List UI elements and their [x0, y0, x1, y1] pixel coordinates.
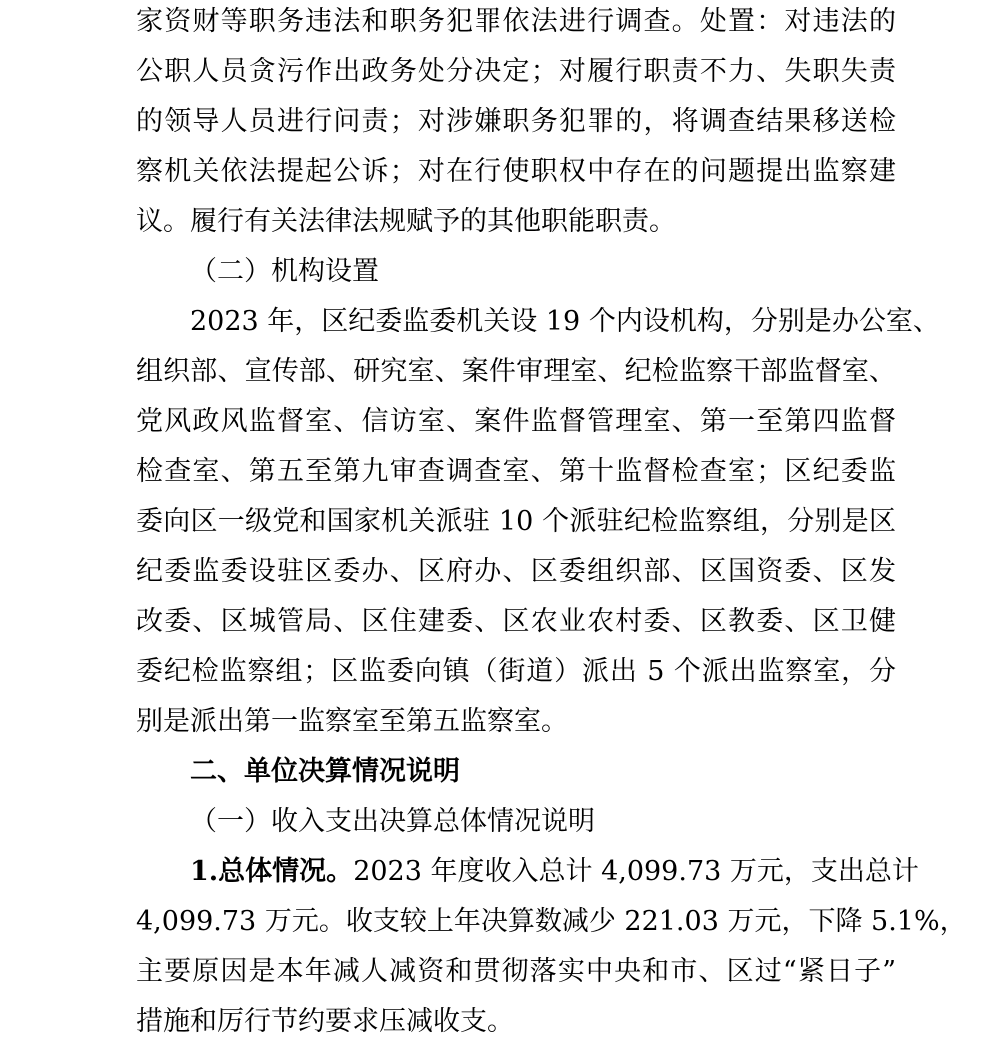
paragraph-line: 家资财等职务违法和职务犯罪依法进行调查。处置：对违法的 [136, 6, 896, 37]
paragraph-line: 议。履行有关法律法规赋予的其他职能职责。 [136, 206, 676, 237]
paragraph-line: 措施和厉行节约要求压减收支。 [136, 1006, 514, 1037]
paragraph-line: 公职人员贪污作出政务处分决定；对履行职责不力、失职失责 [136, 56, 896, 87]
paragraph-line: 委向区一级党和国家机关派驻 10 个派驻纪检监察组，分别是区 [136, 506, 896, 537]
lead-bold-text: 1.总体情况。 [190, 856, 354, 887]
paragraph-lead-line [190, 847, 919, 897]
paragraph-line: 改委、区城管局、区住建委、区农业农村委、区教委、区卫健 [136, 606, 896, 637]
paragraph-line: 的领导人员进行问责；对涉嫌职务犯罪的，将调查结果移送检 [136, 106, 896, 137]
paragraph-line: 2023 年，区纪委监委机关设 19 个内设机构，分别是办公室、 [190, 306, 940, 337]
section-heading: （一）收入支出决算总体情况说明 [190, 806, 595, 837]
paragraph-line: 别是派出第一监察室至第五监察室。 [136, 706, 568, 737]
paragraph-line: 察机关依法提起公诉；对在行使职权中存在的问题提出监察建 [136, 156, 896, 187]
paragraph-line: 组织部、宣传部、研究室、案件审理室、纪检监察干部监督室、 [136, 356, 896, 387]
chapter-heading: 二、单位决算情况说明 [190, 756, 460, 787]
paragraph-line: 党风政风监督室、信访室、案件监督管理室、第一至第四监督 [136, 406, 896, 437]
paragraph-line: 主要原因是本年减人减资和贯彻落实中央和市、区过“紧日子” [136, 956, 896, 987]
section-heading: （二）机构设置 [190, 256, 379, 287]
paragraph-line: 委纪检监察组；区监委向镇（街道）派出 5 个派出监察室，分 [136, 656, 896, 687]
paragraph-line: 检查室、第五至第九审查调查室、第十监督检查室；区纪委监 [136, 456, 896, 487]
paragraph-line: 纪委监委设驻区委办、区府办、区委组织部、区国资委、区发 [136, 556, 896, 587]
lead-text: 2023 年度收入总计 4,099.73 万元，支出总计 [353, 856, 919, 887]
paragraph-line: 4,099.73 万元。收支较上年决算数减少 221.03 万元，下降 5.1%， [136, 906, 967, 937]
